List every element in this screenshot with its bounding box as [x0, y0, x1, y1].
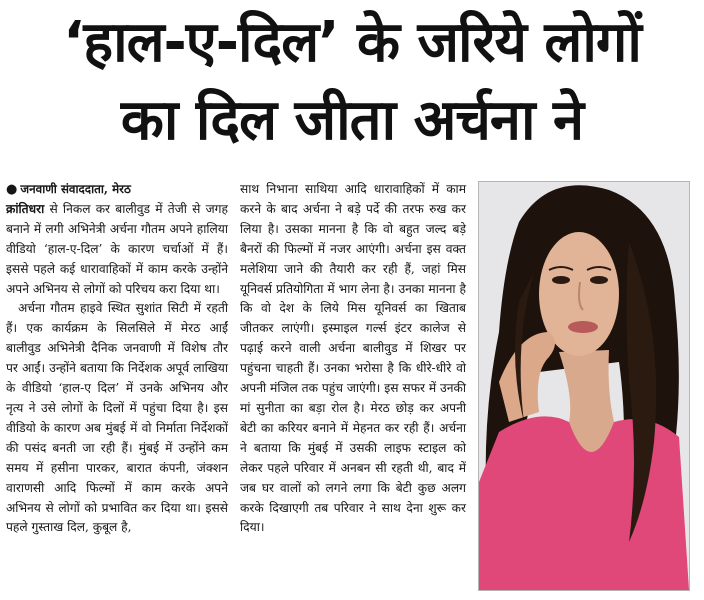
byline	[6, 180, 228, 200]
lead-word: क्रांतिधरा	[6, 201, 45, 216]
portrait-illustration	[479, 182, 689, 590]
bullet-icon: ●	[6, 182, 18, 197]
byline-text: जनवाणी संवाददाता, मेरठ	[20, 182, 131, 196]
article-column-2	[240, 180, 466, 538]
paragraph-1	[6, 200, 228, 300]
headline-line-2: का दिल जीता अर्चना ने	[120, 88, 584, 153]
headline	[0, 0, 704, 168]
paragraph-3: साथ निभाना साथिया आदि धारावाहिकों में काम करने के बाद अर्चना ने बड़े पर्दे की तरफ रुख कर लिया है। उसका मानना है कि वो बहुत जल्द बड़े बैनरों की फिल्मों में नजर आएंगी। अर्चना इस वक्त मलेशिया जाने की तैयारी कर रही हैं, जहां मिस यूनिवर्स प्रतियोगिता में भाग लेना है। उनका मानना है कि वो देश के लिये मिस यूनिवर्स का खिताब जीतकर लाएंगी। इस्माइल गर्ल्स इंटर कालेज से पढ़ाई करने वाली अर्चना बालीवुड में शिखर पर पहुंचना चाहती हैं। उनका भरोसा है कि धीरे-धीरे वो अपनी मंजिल तक पहुंच जाएंगी। इस सफर में उनकी मां सुनीता का बड़ा रोल है। मेरठ छोड़ कर अपनी बेटी का करियर बनाने में मेहनत कर रही हैं। अर्चना ने बताया कि मुंबई में उसकी लाइफ स्टाइल को लेकर पहले परिवार में अनबन सी रहती थी, बाद में जब घर वालों को लगने लगा कि बेटी कुछ अलग करके दिखाएगी तब परिवार ने साथ देना शुरू कर दिया।	[240, 182, 467, 535]
article-column-1	[6, 180, 228, 538]
paragraph-2: अर्चना गौतम हाइवे स्थित सुशांत सिटी में रहती हैं। एक कार्यक्रम के सिलसिले में मेरठ आईं बालीवुड अभिनेत्री दैनिक जनवाणी में विशेष तौर पर आईं। उन्होंने बताया कि निर्देशक अपूर्व लाखिया के वीडियो ‘हाल-ए दिल’ में उनके अभिनय और नृत्य ने उसे लोगों के दिलों में पहुंचा दिया है। इस वीडियो के कारण अब मुंबई में वो निर्माता निर्देशकों की पसंद बनती जा रही हैं। मुंबई में उन्होंने कम समय में हसीना पारकर, बारात कंपनी, जंक्शन वाराणसी आदि फिल्मों में काम करके अपने अभिनय से लोगों को प्रभावित कर दिया था। इससे पहले गुस्ताख दिल, कुबूल है,	[6, 301, 228, 535]
paragraph-1-text: से निकल कर बालीवुड में तेजी से जगह बनाने में लगी अभिनेत्री अर्चना गौतम अपने हालिया वीडियो ‘हाल-ए-दिल’ के कारण चर्चाओं में हैं। इससे पहले कई धारावाहिकों में काम करके उन्होंने अपने अभिनय से लोगों को परिचय करा दिया था।	[6, 201, 228, 296]
actress-photo	[478, 181, 690, 591]
headline-line-1: ‘हाल-ए-दिल’ के जरिये लोगों	[63, 10, 641, 75]
